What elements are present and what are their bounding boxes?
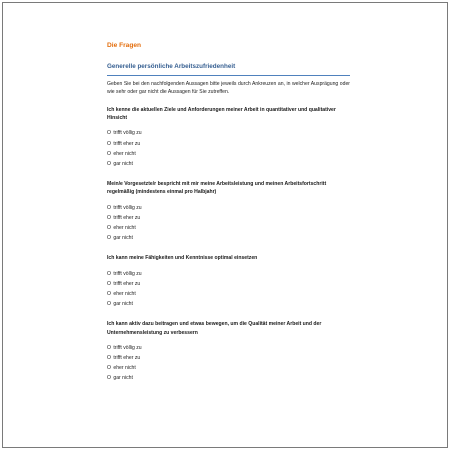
question-text: Mein/e Vorgesetzte/r bespricht mit mir meine Arbeitsleistung und meinen Arbeitsfortschritt regelmäßig (mindestens einmal pro Halbjahr) <box>107 181 327 196</box>
question-3 <box>107 254 350 309</box>
answer-options <box>107 128 350 169</box>
option-trifft-voellig-zu[interactable] <box>107 203 350 213</box>
intro-paragraph: Geben Sie bei den nachfolgenden Aussagen bitte jeweils durch Ankreuzen an, in welcher Ausprägung oder wie sehr oder gar nicht die Aussagen für Sie zutreffen. <box>107 81 350 95</box>
option-gar-nicht[interactable] <box>107 233 350 243</box>
option-trifft-eher-zu[interactable] <box>107 213 350 223</box>
option-trifft-eher-zu[interactable] <box>107 353 350 363</box>
radio-icon[interactable]: O <box>107 225 111 232</box>
option-eher-nicht[interactable] <box>107 363 350 373</box>
option-label: eher nicht <box>113 225 136 232</box>
question-1 <box>107 106 350 169</box>
option-label: trifft eher zu <box>113 280 141 287</box>
option-trifft-voellig-zu[interactable] <box>107 343 350 353</box>
radio-icon[interactable]: O <box>107 355 111 362</box>
option-label: eher nicht <box>113 365 136 372</box>
option-gar-nicht[interactable] <box>107 299 350 309</box>
option-label: eher nicht <box>113 150 136 157</box>
option-label: eher nicht <box>113 291 136 298</box>
option-label: trifft völlig zu <box>113 344 142 351</box>
option-label: trifft völlig zu <box>113 270 142 277</box>
radio-icon[interactable]: O <box>107 375 111 382</box>
radio-icon[interactable]: O <box>107 280 111 287</box>
option-label: trifft völlig zu <box>113 204 142 211</box>
radio-icon[interactable]: O <box>107 150 111 157</box>
option-eher-nicht[interactable] <box>107 223 350 233</box>
option-label: trifft eher zu <box>113 355 141 362</box>
option-label: gar nicht <box>113 235 133 242</box>
section-title: Die Fragen <box>107 42 142 49</box>
option-gar-nicht[interactable] <box>107 373 350 383</box>
answer-options <box>107 269 350 310</box>
option-gar-nicht[interactable] <box>107 159 350 169</box>
question-4 <box>107 320 350 383</box>
radio-icon[interactable]: O <box>107 235 111 242</box>
option-label: gar nicht <box>113 301 133 308</box>
radio-icon[interactable]: O <box>107 365 111 372</box>
radio-icon[interactable]: O <box>107 301 111 308</box>
answer-options <box>107 343 350 384</box>
question-text: Ich kann meine Fähigkeiten und Kenntnisse optimal einsetzen <box>107 255 258 262</box>
option-label: trifft eher zu <box>113 214 141 221</box>
radio-icon[interactable]: O <box>107 140 111 147</box>
option-trifft-voellig-zu[interactable] <box>107 128 350 138</box>
question-2 <box>107 180 350 243</box>
option-eher-nicht[interactable] <box>107 289 350 299</box>
radio-icon[interactable]: O <box>107 344 111 351</box>
question-text: Ich kenne die aktuellen Ziele und Anforderungen meiner Arbeit in quantitativer und qualitativer Hinsicht <box>107 107 336 122</box>
answer-options <box>107 203 350 244</box>
option-eher-nicht[interactable] <box>107 149 350 159</box>
option-trifft-eher-zu[interactable] <box>107 139 350 149</box>
option-label: gar nicht <box>113 375 133 382</box>
option-label: gar nicht <box>113 161 133 168</box>
option-trifft-voellig-zu[interactable] <box>107 269 350 279</box>
radio-icon[interactable]: O <box>107 291 111 298</box>
radio-icon[interactable]: O <box>107 204 111 211</box>
document-page <box>2 2 448 448</box>
radio-icon[interactable]: O <box>107 161 111 168</box>
radio-icon[interactable]: O <box>107 130 111 137</box>
radio-icon[interactable]: O <box>107 270 111 277</box>
question-text: Ich kann aktiv dazu beitragen und etwas bewegen, um die Qualität meiner Arbeit und der Unternehmensleistung zu verbessern <box>107 321 322 336</box>
option-label: trifft völlig zu <box>113 130 142 137</box>
option-label: trifft eher zu <box>113 140 141 147</box>
page-content <box>107 42 350 384</box>
radio-icon[interactable]: O <box>107 214 111 221</box>
question-list <box>107 106 350 384</box>
subheading: Generelle persönliche Arbeitszufriedenheit <box>107 63 350 76</box>
option-trifft-eher-zu[interactable] <box>107 279 350 289</box>
